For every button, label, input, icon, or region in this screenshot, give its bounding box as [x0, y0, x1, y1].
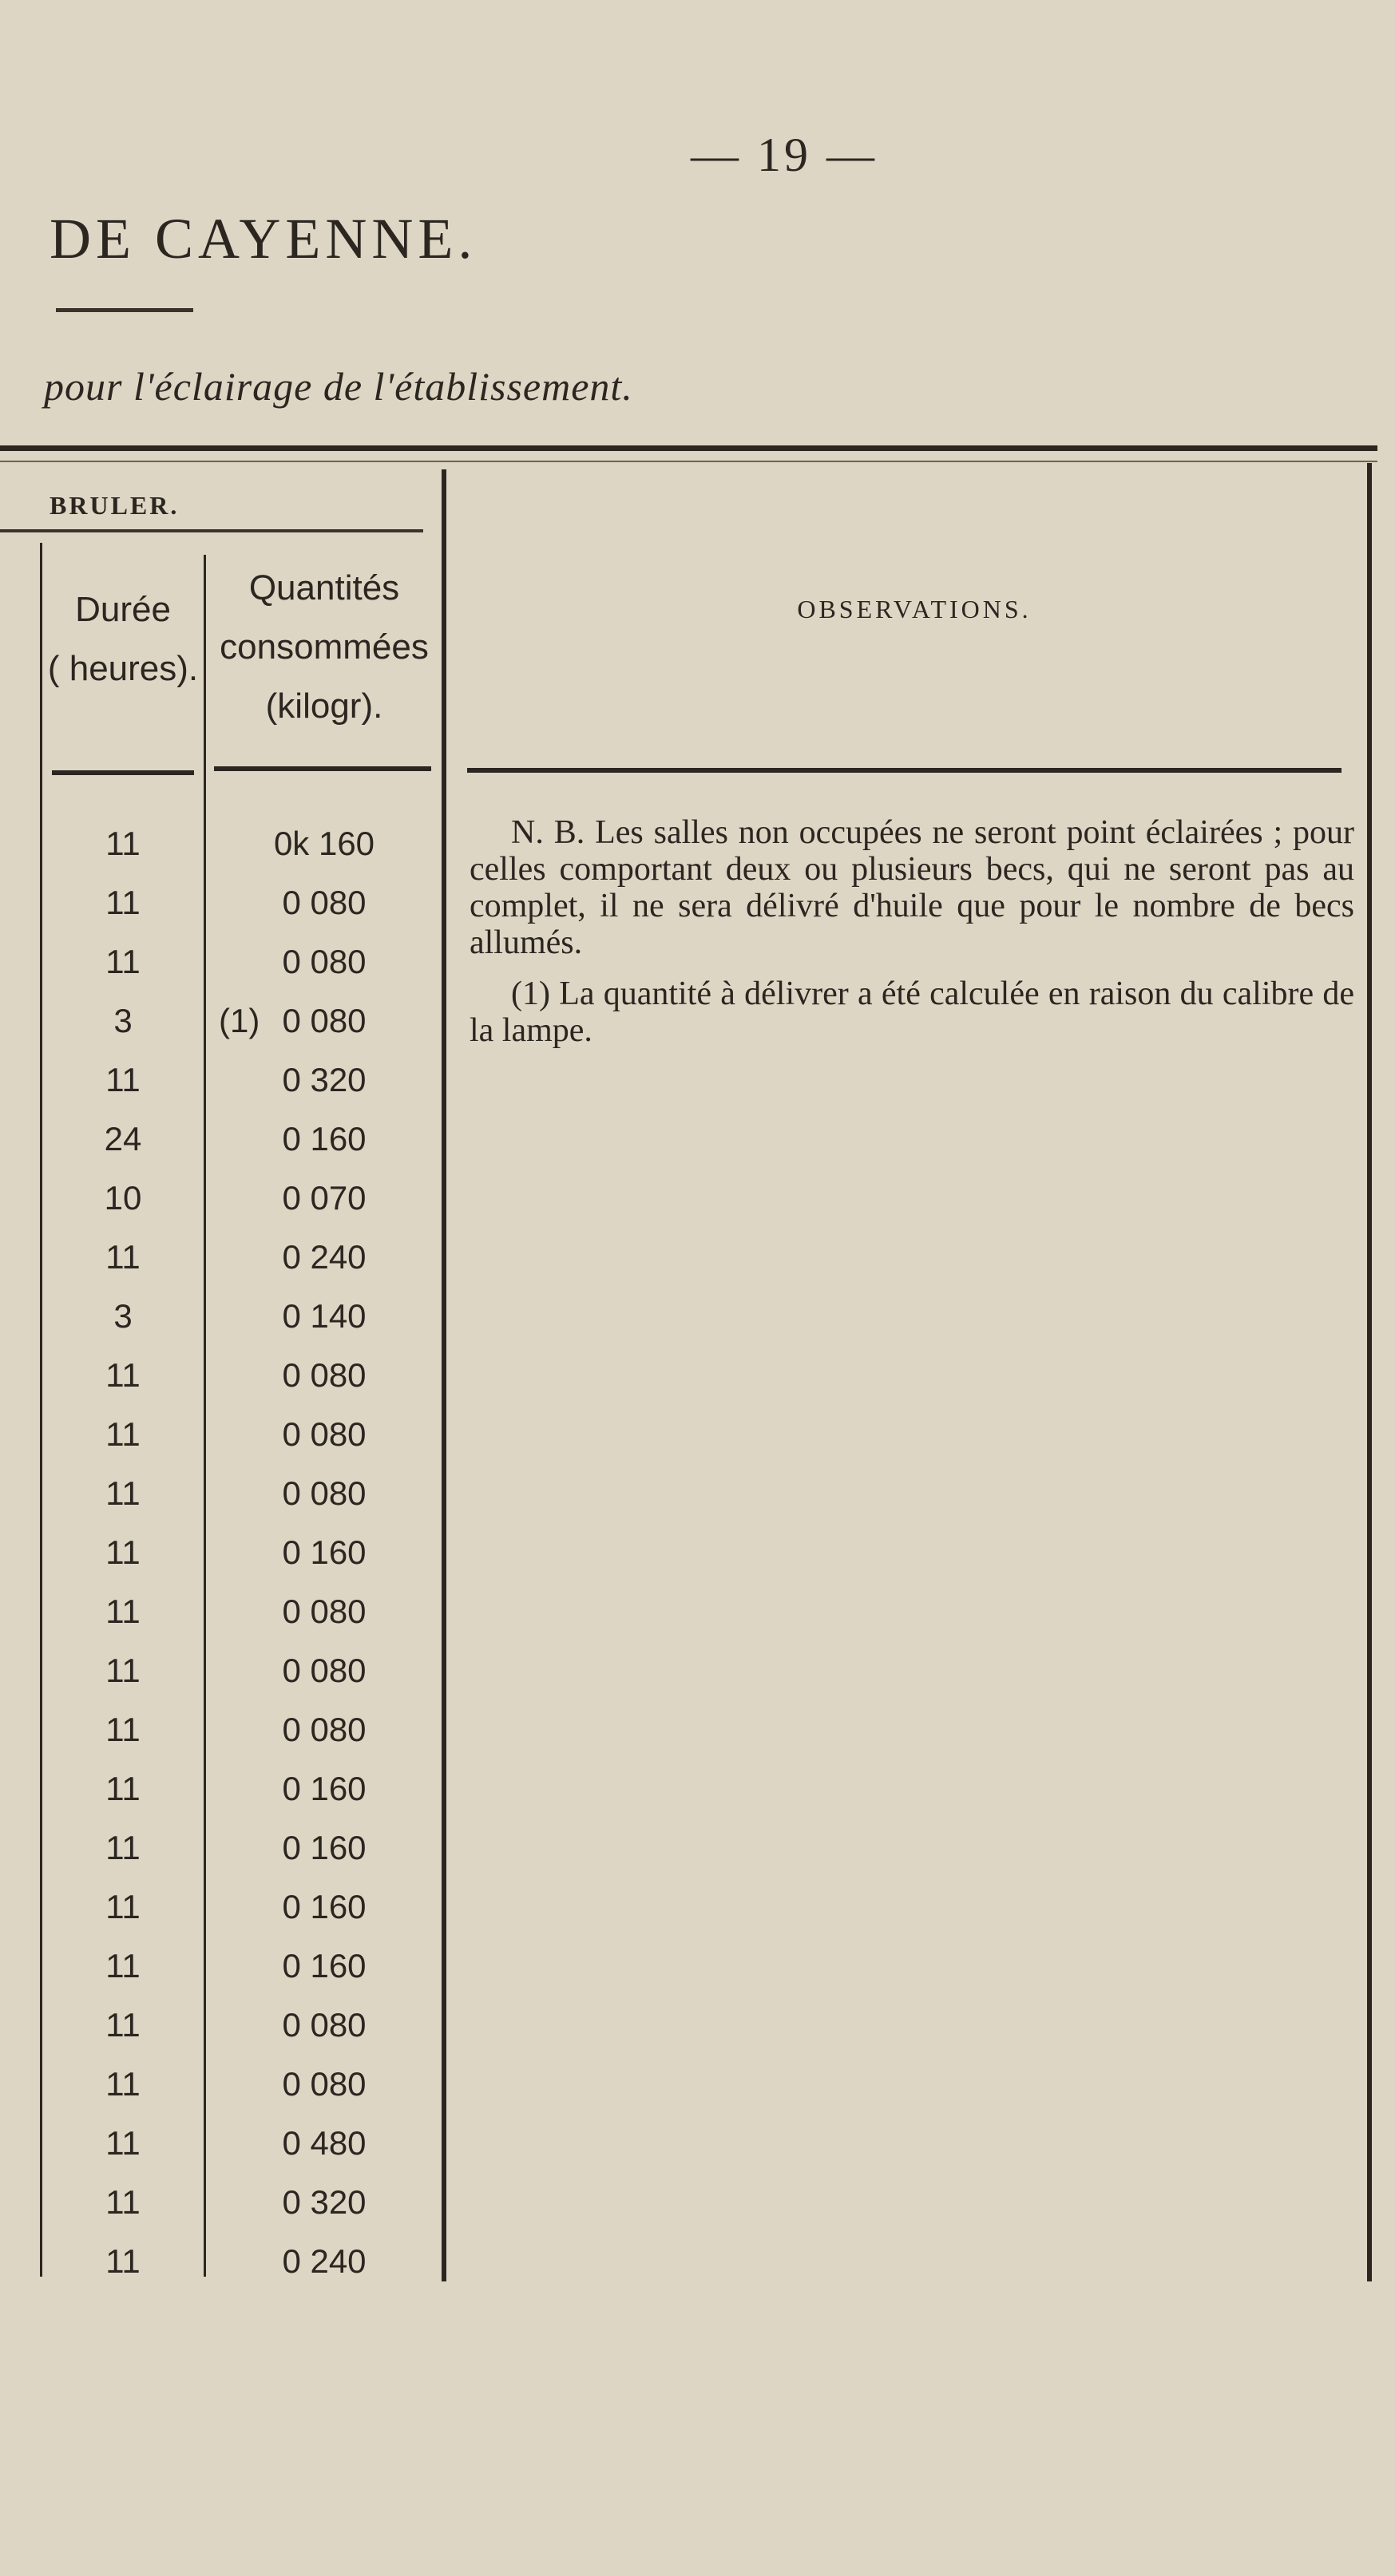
quantity-value: 0 140 — [282, 1297, 367, 1335]
quantity-value: 0 480 — [282, 2124, 367, 2162]
duration-cell: 3 — [113, 1297, 133, 1335]
quantity-cell — [209, 991, 439, 1051]
quantity-value: 0 080 — [282, 1593, 367, 1630]
duration-cell: 11 — [105, 1356, 141, 1394]
duration-cell: 11 — [105, 1238, 141, 1276]
col-header-quantity-line2: consommées — [220, 627, 429, 667]
duration-cell: 11 — [105, 943, 141, 980]
quantity-value: 0 080 — [282, 2065, 367, 2103]
quantity-column — [209, 814, 439, 2291]
quantity-value: 0 240 — [282, 1238, 367, 1276]
quantity-cell — [209, 2055, 439, 2114]
table-top-rule-thin — [0, 461, 1377, 462]
duration-column — [44, 814, 202, 2291]
quantity-value: 0 160 — [282, 1533, 367, 1571]
duration-cell: 11 — [105, 1652, 141, 1689]
quantity-cell — [209, 1169, 439, 1228]
quantity-cell — [209, 1582, 439, 1641]
col-header-duration — [44, 580, 202, 698]
quantity-cell — [209, 1700, 439, 1759]
quantity-value: 0 080 — [282, 2006, 367, 2044]
duration-cell: 10 — [104, 1179, 142, 1217]
duration-cell: 11 — [105, 1593, 141, 1630]
running-title: DE CAYENNE. — [50, 207, 478, 271]
table-right-border — [1367, 463, 1372, 2281]
quantity-value: 0 160 — [282, 1888, 367, 1925]
quantity-observations-divider — [442, 469, 446, 2281]
quantity-cell — [209, 1346, 439, 1405]
quantity-cell — [209, 1405, 439, 1464]
quantity-cell — [209, 1228, 439, 1287]
quantity-value: 0 080 — [282, 884, 367, 921]
quantity-value: 0 160 — [282, 1947, 367, 1984]
table-top-rule — [0, 445, 1377, 451]
quantity-value: 0 080 — [282, 1356, 367, 1394]
quantity-cell — [209, 1051, 439, 1110]
quantity-value: 0 080 — [282, 1652, 367, 1689]
quantity-cell — [209, 2114, 439, 2173]
duration-cell: 11 — [105, 1770, 141, 1807]
observation-nb: N. B. Les salles non occupées ne seront point éclairées ; pour celles comportant deux ou plusieurs becs, qui ne seront pas au complet, il ne sera délivré d'huile que pour le nombre de becs allumés. — [470, 814, 1354, 961]
quantity-cell — [209, 1996, 439, 2055]
quantity-value: 0 320 — [282, 1061, 367, 1098]
quantity-cell — [209, 1878, 439, 1937]
duration-cell: 11 — [105, 2065, 141, 2103]
group-header-bruler: BRULER. — [50, 491, 180, 520]
quantity-value: 0 160 — [282, 1120, 367, 1157]
duration-cell: 11 — [105, 1947, 141, 1984]
quantity-cell — [209, 873, 439, 932]
group-header-rule — [0, 529, 423, 532]
duration-cell: 11 — [105, 2124, 141, 2162]
page-number: — 19 — — [691, 129, 878, 181]
duration-cell: 11 — [105, 1533, 141, 1571]
quantity-cell — [209, 1759, 439, 1818]
quantity-cell — [209, 2232, 439, 2291]
col-header-duration-line2: ( heures). — [47, 649, 199, 688]
quantity-value: 0 080 — [282, 1002, 367, 1039]
duration-cell: 24 — [104, 1120, 142, 1157]
title-short-rule — [56, 308, 193, 312]
duration-cell: 11 — [105, 1888, 141, 1925]
duration-cell: 11 — [105, 2006, 141, 2044]
quantity-header-rule — [214, 766, 431, 771]
quantity-value: 0 320 — [282, 2183, 367, 2221]
quantity-cell — [209, 1937, 439, 1996]
quantity-cell — [209, 1641, 439, 1700]
observations-header-rule — [467, 768, 1341, 773]
duration-cell: 11 — [105, 884, 141, 921]
quantity-cell — [209, 2173, 439, 2232]
quantity-cell — [209, 814, 439, 873]
col-header-quantity-line3: (kilogr). — [265, 687, 383, 726]
col-header-duration-line1: Durée — [75, 590, 171, 629]
duration-cell: 11 — [105, 825, 141, 862]
duration-header-rule — [52, 770, 194, 775]
quantity-value: 0 160 — [282, 1770, 367, 1807]
col-header-quantity-line1: Quantités — [248, 568, 400, 607]
subtitle: pour l'éclairage de l'établissement. — [44, 364, 633, 409]
quantity-footnote-marker: (1) — [219, 1002, 260, 1039]
duration-cell: 11 — [105, 1711, 141, 1748]
quantity-cell — [209, 1287, 439, 1346]
quantity-value: 0 080 — [282, 1415, 367, 1453]
quantity-cell — [209, 1110, 439, 1169]
duration-cell: 3 — [113, 1002, 133, 1039]
quantity-value: 0 160 — [282, 1829, 367, 1866]
table-left-border — [40, 543, 42, 2277]
observation-footnote: (1) La quantité à délivrer a été calculée en raison du calibre de la lampe. — [470, 975, 1354, 1049]
quantity-value: 0 080 — [282, 943, 367, 980]
quantity-value: 0 240 — [282, 2242, 367, 2280]
quantity-cell — [209, 1523, 439, 1582]
observations-text — [470, 814, 1354, 1063]
duration-cell: 11 — [105, 2183, 141, 2221]
col-header-observations: OBSERVATIONS. — [797, 595, 1032, 623]
duration-cell: 11 — [105, 1415, 141, 1453]
quantity-cell — [209, 1464, 439, 1523]
duration-cell: 11 — [105, 1474, 141, 1512]
quantity-value: 0 080 — [282, 1711, 367, 1748]
quantity-cell — [209, 1818, 439, 1878]
duration-cell: 11 — [105, 1061, 141, 1098]
duration-quantity-divider — [204, 555, 206, 2277]
duration-cell: 11 — [105, 1829, 141, 1866]
quantity-value: 0k 160 — [273, 825, 375, 862]
quantity-value: 0 080 — [282, 1474, 367, 1512]
quantity-cell — [209, 932, 439, 991]
col-header-quantity — [209, 559, 439, 736]
quantity-value: 0 070 — [282, 1179, 367, 1217]
duration-cell: 11 — [105, 2242, 141, 2280]
